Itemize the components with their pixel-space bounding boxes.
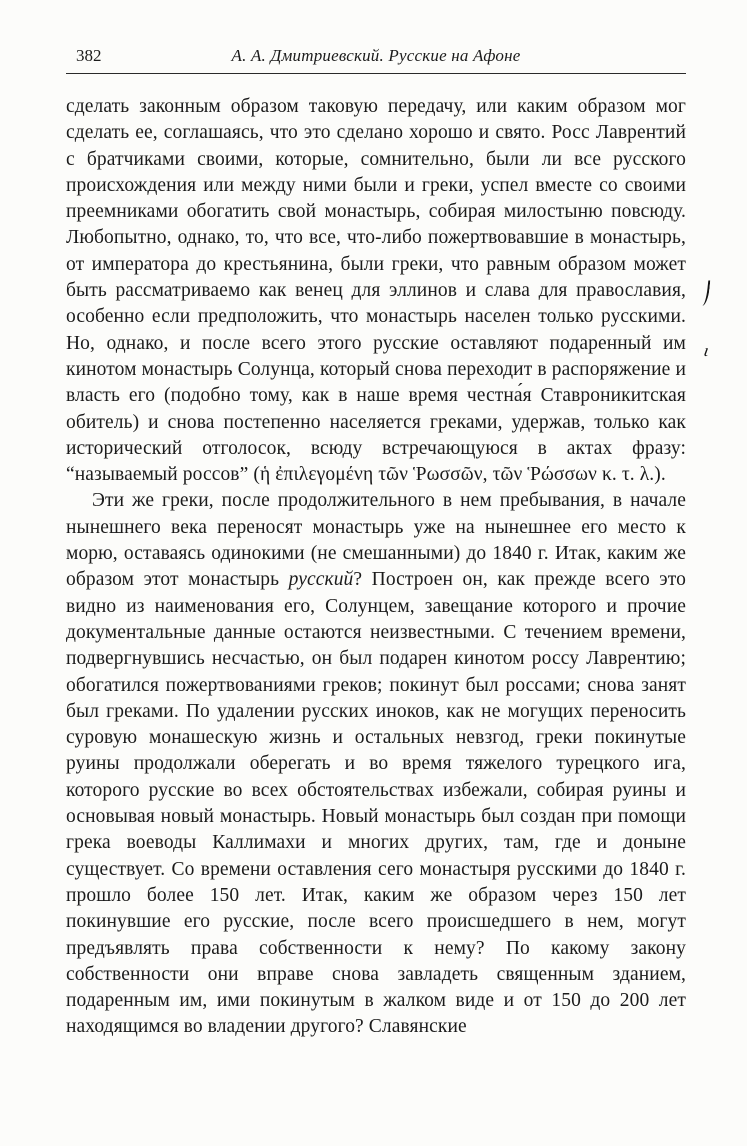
page-number: 382 [76,46,102,65]
paragraph-2 [66,488,686,1040]
margin-ink-stroke [700,280,711,307]
header-rule [66,73,686,74]
running-head [66,44,686,68]
paragraph-1-text: сделать законным образом таковую передачу, или каким образом мог сделать ее, соглашаясь, что это сделано хорошо и свято. Росс Лаврентий с братчиками своими, которые, сомнительно, были ли все русского происхождения или между ними были и греки, успел вместе со своими преемниками обогатить свой монастырь, собирая милостыню повсюду. Любопытно, однако, то, что все, что-либо пожертвовавшие в монастырь, от императора до крестьянина, были греки, что равным образом может быть рассматриваемо как венец для эллинов и слава для православия, особенно если предположить, что монастырь населен только русскими. Но, однако, и после всего этого русские оставляют подаренный им кинотом монастырь Солунца, который снова переходит в распоряжение и власть его (подобно тому, как в наше время честна́я Ставроникитская обитель) и снова постепенно населяется греками, удержав, только как исторический отголосок, всюду встречающуюся в актах фразу: “называемый россов” (ἡ ἐπιλεγομένη τῶν Ῥωσσῶν, τῶν Ῥώσσων κ. τ. λ.). [66,96,686,486]
paragraph-2-text-pre: Эти же греки, после продолжительного в нем пребывания, в начале нынешнего века переносят монастырь уже на нынешнее его место к морю, оставаясь одинокими (не смешанными) до 1840 г. Итак, каким же образом этот монастырь [66,490,686,591]
paragraph-2-italic-word: русский [288,569,354,591]
paragraph-2-text-post: ? Построен он, как прежде всего это видно из наименования его, Солунцем, завещание которого и прочие документальные данные остаются неизвестными. С течением времени, подвергнувшись несчастью, он был подарен кинотом россу Лаврентию; обогатился пожертвованиями греков; покинут был россами; снова занят был греками. По удалении русских иноков, как не могущих переносить суровую монашескую жизнь и остальных невзгод, греки покинутые руины продолжали оберегать и во время тяжелого турецкого ига, которого русские во всех обстоятельствах избежали, собирая руины и основывая новый монастырь. Новый монастырь был создан при помощи грека воеводы Каллимахи и многих других, там, где и доныне существует. Со времени оставления сего монастыря русскими до 1840 г. прошло более 150 лет. Итак, каким же образом через 150 лет покинувшие его русские, после всего происшедшего в нем, могут предъявлять права собственности к нему? По какому закону собственности они вправе снова завладеть священным зданием, подаренным им, ими покинутым в жалком виде и от 150 до 200 лет находящимся во владении другого? Славянские [66,569,686,1038]
running-title: А. А. Дмитриевский. Русские на Афоне [231,46,521,65]
margin-ink-squiggle: ι [702,340,711,361]
paragraph-1 [66,94,686,488]
page-body [66,94,686,1041]
